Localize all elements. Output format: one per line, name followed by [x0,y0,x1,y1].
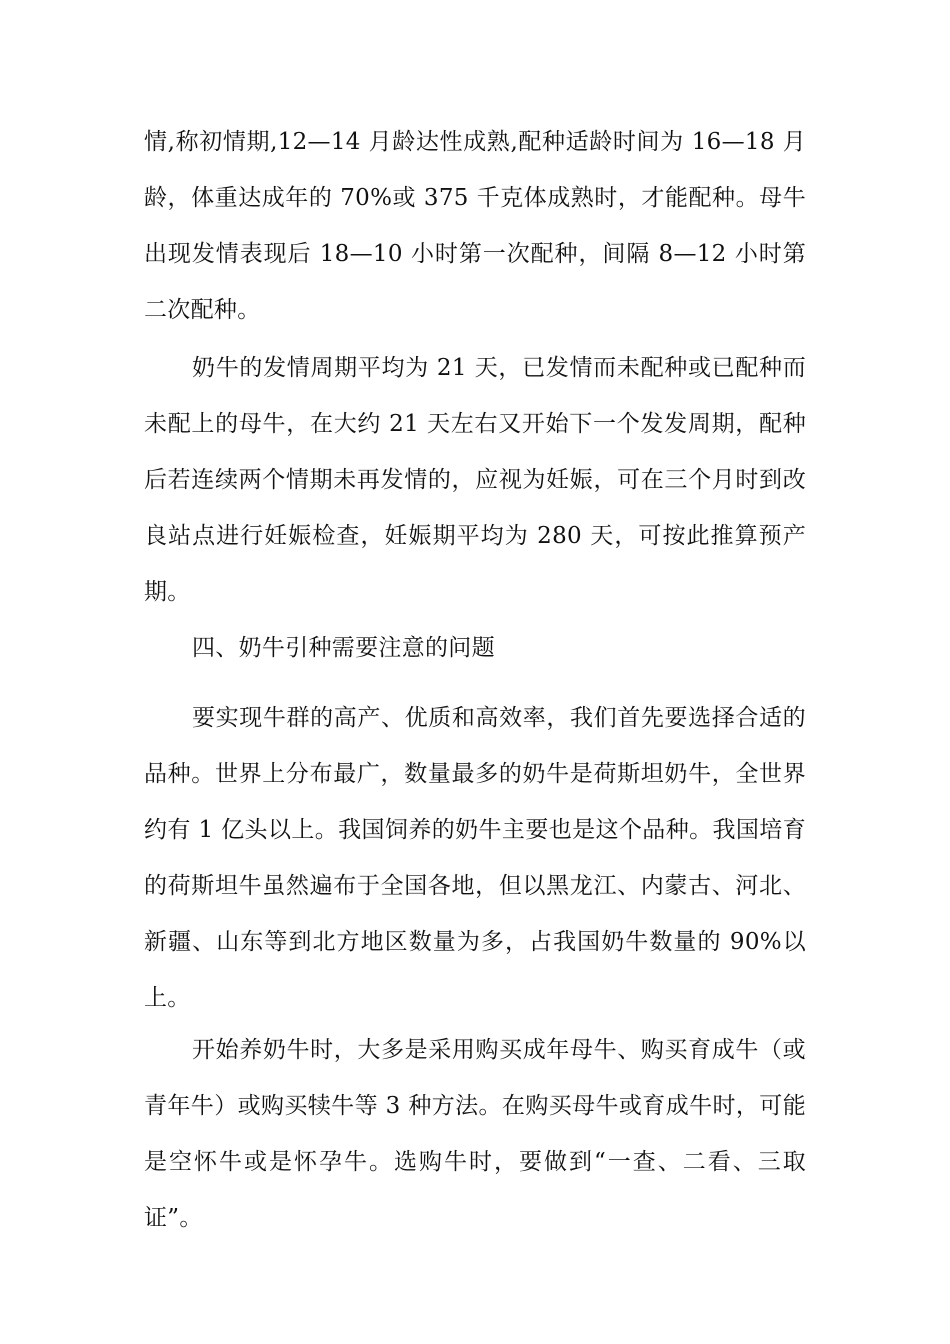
paragraph-breeding-age: 情,称初情期,12—14 月龄达性成熟,配种适龄时间为 16—18 月龄，体重达成年的 70%或 375 千克体成熟时，才能配种。母牛出现发情表现后 18—10 小时第一次配种，间隔 8—12 小时第二次配种。 [144,129,806,323]
section-heading: 四、奶牛引种需要注意的问题 [192,635,495,661]
paragraph-purchase-methods: 开始养奶牛时，大多是采用购买成年母牛、购买育成牛（或青年牛）或购买犊牛等 3 种方法。在购买母牛或育成牛时，可能是空怀牛或是怀孕牛。选购牛时，要做到“一查、二看、三取证”。 [144,1037,806,1231]
paragraph-breed-selection: 要实现牛群的高产、优质和高效率，我们首先要选择合适的品种。世界上分布最广，数量最多的奶牛是荷斯坦奶牛，全世界约有 1 亿头以上。我国饲养的奶牛主要也是这个品种。我国培育的荷斯坦牛虽然遍布于全国各地，但以黑龙江、内蒙古、河北、新疆、山东等到北方地区数量为多，占我国奶牛数量的 90%以上。 [144,705,806,1011]
paragraph-estrus-cycle: 奶牛的发情周期平均为 21 天，已发情而未配种或已配种而未配上的母牛，在大约 21 天左右又开始下一个发发周期，配种后若连续两个情期未再发情的，应视为妊娠，可在三个月时到改良站点进行妊娠检查，妊娠期平均为 280 天，可按此推算预产期。 [144,355,806,605]
